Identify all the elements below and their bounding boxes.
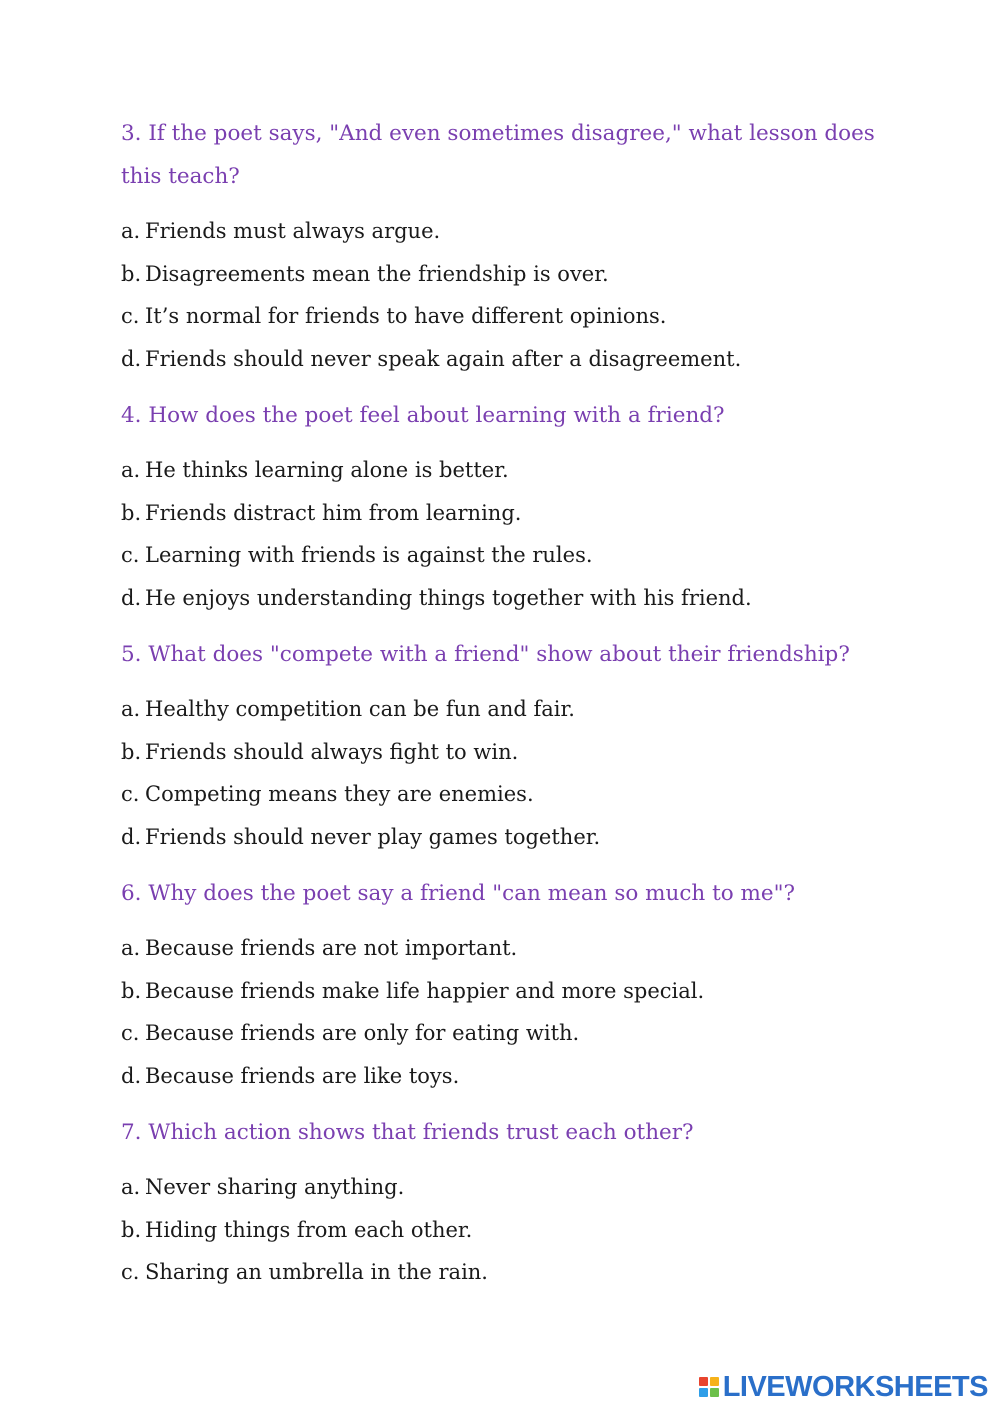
- option-b[interactable]: [121, 731, 901, 774]
- option-letter: d.: [121, 1063, 142, 1088]
- option-letter: a.: [121, 219, 141, 243]
- options-list: [121, 688, 901, 858]
- options-list: [121, 449, 901, 619]
- question-text: 7. Which action shows that friends trust each other?: [121, 1120, 694, 1145]
- question-5: [121, 633, 901, 858]
- option-d[interactable]: [121, 577, 901, 620]
- option-d[interactable]: [121, 1055, 901, 1098]
- option-text: Friends should never speak again after a disagreement.: [145, 346, 742, 371]
- option-letter: b.: [121, 261, 142, 286]
- option-letter: a.: [121, 697, 141, 721]
- option-letter: b.: [121, 978, 142, 1003]
- question-3: [121, 112, 901, 380]
- options-list: [121, 927, 901, 1097]
- option-a[interactable]: [121, 927, 901, 970]
- question-7: [121, 1111, 901, 1294]
- option-text: Competing means they are enemies.: [145, 782, 534, 806]
- option-c[interactable]: [121, 1012, 901, 1055]
- option-text: Because friends are only for eating with.: [145, 1021, 580, 1045]
- option-text: Sharing an umbrella in the rain.: [145, 1260, 488, 1284]
- option-text: Because friends make life happier and more special.: [145, 978, 705, 1003]
- option-b[interactable]: [121, 253, 901, 296]
- option-text: Never sharing anything.: [145, 1175, 405, 1199]
- option-a[interactable]: [121, 1166, 901, 1209]
- option-letter: d.: [121, 346, 142, 371]
- option-b[interactable]: [121, 1209, 901, 1252]
- option-letter: c.: [121, 782, 140, 806]
- option-letter: d.: [121, 824, 142, 849]
- option-c[interactable]: [121, 295, 901, 338]
- logo-text: LIVEWORKSHEETS: [722, 1370, 988, 1403]
- option-letter: d.: [121, 585, 142, 610]
- option-letter: a.: [121, 1175, 141, 1199]
- option-text: Friends must always argue.: [145, 219, 441, 243]
- option-text: Disagreements mean the friendship is over.: [145, 261, 609, 286]
- question-6: [121, 872, 901, 1097]
- option-b[interactable]: [121, 492, 901, 535]
- option-letter: b.: [121, 1217, 142, 1242]
- options-list: [121, 210, 901, 380]
- question-text: 5. What does "compete with a friend" show about their friendship?: [121, 642, 850, 667]
- option-text: Because friends are not important.: [145, 936, 518, 960]
- option-letter: c.: [121, 543, 140, 567]
- option-letter: c.: [121, 1260, 140, 1284]
- option-text: Because friends are like toys.: [145, 1063, 460, 1088]
- option-letter: c.: [121, 304, 140, 328]
- option-a[interactable]: [121, 210, 901, 253]
- liveworksheets-logo-icon: [699, 1377, 719, 1397]
- option-c[interactable]: [121, 534, 901, 577]
- option-text: Hiding things from each other.: [145, 1217, 473, 1242]
- option-a[interactable]: [121, 449, 901, 492]
- option-letter: b.: [121, 500, 142, 525]
- option-text: It’s normal for friends to have different opinions.: [145, 304, 667, 328]
- option-text: Learning with friends is against the rules.: [145, 543, 593, 567]
- liveworksheets-logo[interactable]: [699, 1372, 988, 1402]
- option-text: He enjoys understanding things together with his friend.: [145, 585, 752, 610]
- option-d[interactable]: [121, 816, 901, 859]
- option-letter: a.: [121, 936, 141, 960]
- option-text: Friends should never play games together.: [145, 824, 601, 849]
- option-text: Friends should always fight to win.: [145, 739, 519, 764]
- option-letter: c.: [121, 1021, 140, 1045]
- option-letter: a.: [121, 458, 141, 482]
- option-letter: b.: [121, 739, 142, 764]
- question-text: 4. How does the poet feel about learning with a friend?: [121, 403, 725, 428]
- option-c[interactable]: [121, 1251, 901, 1294]
- option-text: He thinks learning alone is better.: [145, 458, 509, 482]
- question-text: 6. Why does the poet say a friend "can mean so much to me"?: [121, 881, 796, 906]
- question-4: [121, 394, 901, 619]
- option-a[interactable]: [121, 688, 901, 731]
- question-text: 3. If the poet says, "And even sometimes disagree," what lesson does this teach?: [121, 121, 875, 189]
- option-b[interactable]: [121, 970, 901, 1013]
- option-text: Friends distract him from learning.: [145, 500, 522, 525]
- worksheet-page: [121, 112, 901, 1308]
- option-c[interactable]: [121, 773, 901, 816]
- option-d[interactable]: [121, 338, 901, 381]
- option-text: Healthy competition can be fun and fair.: [145, 697, 575, 721]
- options-list: [121, 1166, 901, 1294]
